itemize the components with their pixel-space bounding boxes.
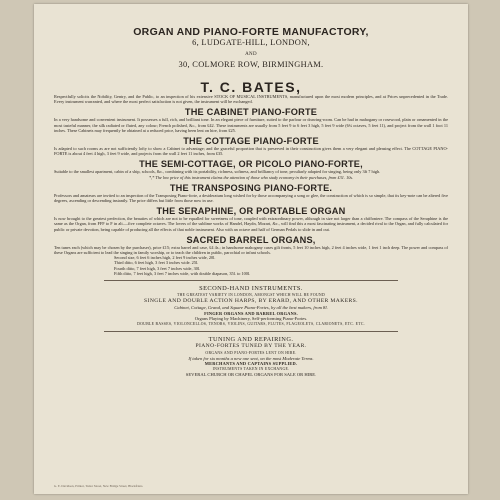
finger-organs-line: FINGER ORGANS AND BARREL ORGANS. [204, 310, 298, 316]
section-text: Ten tunes each (which may be chosen by the purchaser), price £15; extra barrel and case, £4 4s.; in handsome mahogany cases gilt fronts, 5 feet 10 inches high, 2 feet 4 inches wide, 1 feet 1 inch deep. The power and compass of these Organs are sufficient to lead the singing in family worship, or to teach the children in public, parochial or infant schools. [54, 244, 448, 256]
variety-line: THE GREATEST VARIETY IN LONDON, AMONGST WHICH WILL BE FOUND [177, 292, 325, 297]
machinery-line: Organs Playing by Machinery, Self-performing Piano-Fortes. [194, 316, 308, 322]
section-heading: SACRED BARREL ORGANS, [186, 234, 316, 245]
second-hand-heading: SECOND-HAND INSTRUMENTS. [199, 285, 303, 293]
section-text: In a very handsome and convenient instrument. It possesses a full, rich, and brilliant tone. In an elegant piece of furniture, suited to the parlour or drawing-room. Can be had in mahogany or rosewood, plain or ornamented in the most tasteful manner, the silk radiated or fluted, any colour; French polished, &c., from £42. These instruments are usually from 5 feet 9 to 6 feet 3 high, 5 feet 9 wide (6¾ octaves, 5 feet 11), and project from the wall 1 foot 11 inches. These Cabinets may frequently be obtained at a reduced price, having been lent on hire, from £25. [54, 117, 448, 133]
section-cabinet [54, 107, 448, 133]
section-text: Is adapted to such rooms as are not sufficiently lofty to show a Cabinet to advantage; and the graceful proportion that is preserved in their construction gives them a very elegant and pleasing effect. The COTTAGE PIANO-FORTE is about 4 feet 4 high, 3 feet 9 wide, and projects from the wall 2 feet 11 inches, from £35. [54, 146, 448, 157]
merchants-line: MERCHANTS AND CAPTAINS SUPPLIED. [204, 361, 298, 367]
size-list [54, 255, 448, 276]
intro-paragraph: Respectfully solicits the Nobility, Gentry, and the Public, to an inspection of his extensive STOCK OF MUSICAL INSTRUMENTS, manufactured upon the most modern principles, and at Prices unprecedented in the Trade. Every instrument warranted, and where the most perfect satisfaction is not given, the instrument will be exchanged. [54, 94, 448, 105]
hire-line: ORGANS AND PIANO-FORTES LENT ON HIRE. [205, 350, 297, 355]
tuning-heading: TUNING AND REPAIRING. [208, 335, 294, 343]
terms-line: If taken for six months a new one sent, on the most Moderate Terms. [188, 355, 314, 361]
size-line: Fifth ditto, 7 feet high, 3 feet 7 inches wide, with double diapason, 35l. to 100l. [114, 270, 251, 276]
section-note: *,* The low price of this instrument claims the attention of those who study economy in their purchases, from £31. 10s. [148, 174, 354, 180]
section-heading: THE COTTAGE PIANO-FORTE [183, 136, 319, 147]
size-line: Fourth ditto, 7 feet high, 3 feet 7 inches wide, 30l. [114, 265, 201, 271]
tuned-line: PIANO-FORTES TUNED BY THE YEAR. [195, 343, 307, 350]
section-seraphine [54, 206, 448, 232]
section-heading: THE SERAPHINE, OR PORTABLE ORGAN [156, 206, 346, 217]
basses-line: DOUBLE BASSES, VIOLONCELLOS, TENORS, VIOLINS, GUITARS, FLUTES, FLAGEOLETS, CLARIONETS, ETC. ETC. [137, 321, 365, 326]
handbill-sheet [34, 4, 468, 494]
size-line: Second size, 6 feet 6 inches high, 2 feet 9 inches wide, 20l. [114, 255, 216, 261]
cabinet-line: Cabinet, Cottage, Grand, and Square Piano-Fortes, by all the best makers, from 8l. [174, 305, 328, 311]
divider [104, 331, 398, 332]
section-semi-cottage [54, 159, 448, 179]
manufactory-title: ORGAN AND PIANO-FORTE MANUFACTORY, [133, 26, 369, 38]
section-text: Is now brought to the greatest perfection, the beauties of which are not to be equalled for sweetness of tone, coupled with extraordinary power, although in size not larger than a chiffoniere. The compass of the Seraphine is the same as the Organ, from FFF to F in alt.—five complete octaves. The lovers of the sublime works of Handel, Haydn, Mozart, &c., will find this a most fascinating instrument, a decided rival to the Organ, and fully calculated for public or private devotion, being capable of producing all the effects of that noble instrument. Also with an octave and half of German Pedals to slide in and out. [54, 216, 448, 232]
section-text: Professors and amateurs are invited to an inspection of the Transposing Piano-forte, a desideratum long wished for by those accompanying a song or glee, the construction of which is so simple, that its key-note can be altered five degrees, ascending or descending instantly. The price differs but little from those now in use. [54, 192, 448, 204]
chapel-organs-line: SEVERAL CHURCH OR CHAPEL ORGANS FOR SALE OR HIRE. [185, 371, 317, 377]
section-text: Suitable to the smallest apartment, cabin of a ship, schools, &c., combining with its portability, richness, softness, and brilliancy of tone, peculiarly adapted for singing, being only 3ft 7 high. [54, 169, 381, 175]
section-heading: THE SEMI-COTTAGE, OR PICOLO PIANO-FORTE, [139, 159, 363, 170]
section-heading: THE CABINET PIANO-FORTE [184, 107, 318, 118]
and-label: AND [245, 52, 257, 57]
address-birmingham: 30, COLMORE ROW, BIRMINGHAM. [178, 60, 324, 69]
section-transposing [54, 183, 448, 203]
address-london: 6, LUDGATE-HILL, LONDON, [192, 38, 310, 47]
printer-imprint: G. E. Davidson, Printer, Tudor Street, New Bridge Street, Blackfriars. [54, 484, 144, 488]
section-barrel-organs [54, 235, 448, 276]
harps-line: SINGLE AND DOUBLE ACTION HARPS, BY ERARD, AND OTHER MAKERS. [144, 297, 358, 304]
section-cottage [54, 136, 448, 156]
exchange-line: INSTRUMENTS TAKEN IN EXCHANGE. [212, 366, 290, 371]
proprietor-name: T. C. BATES, [200, 79, 302, 95]
divider [104, 280, 398, 281]
section-heading: THE TRANSPOSING PIANO-FORTE. [169, 182, 333, 193]
size-line: Third ditto, 6 feet high, 3 feet 3 inches wide. 25l. [114, 260, 199, 266]
